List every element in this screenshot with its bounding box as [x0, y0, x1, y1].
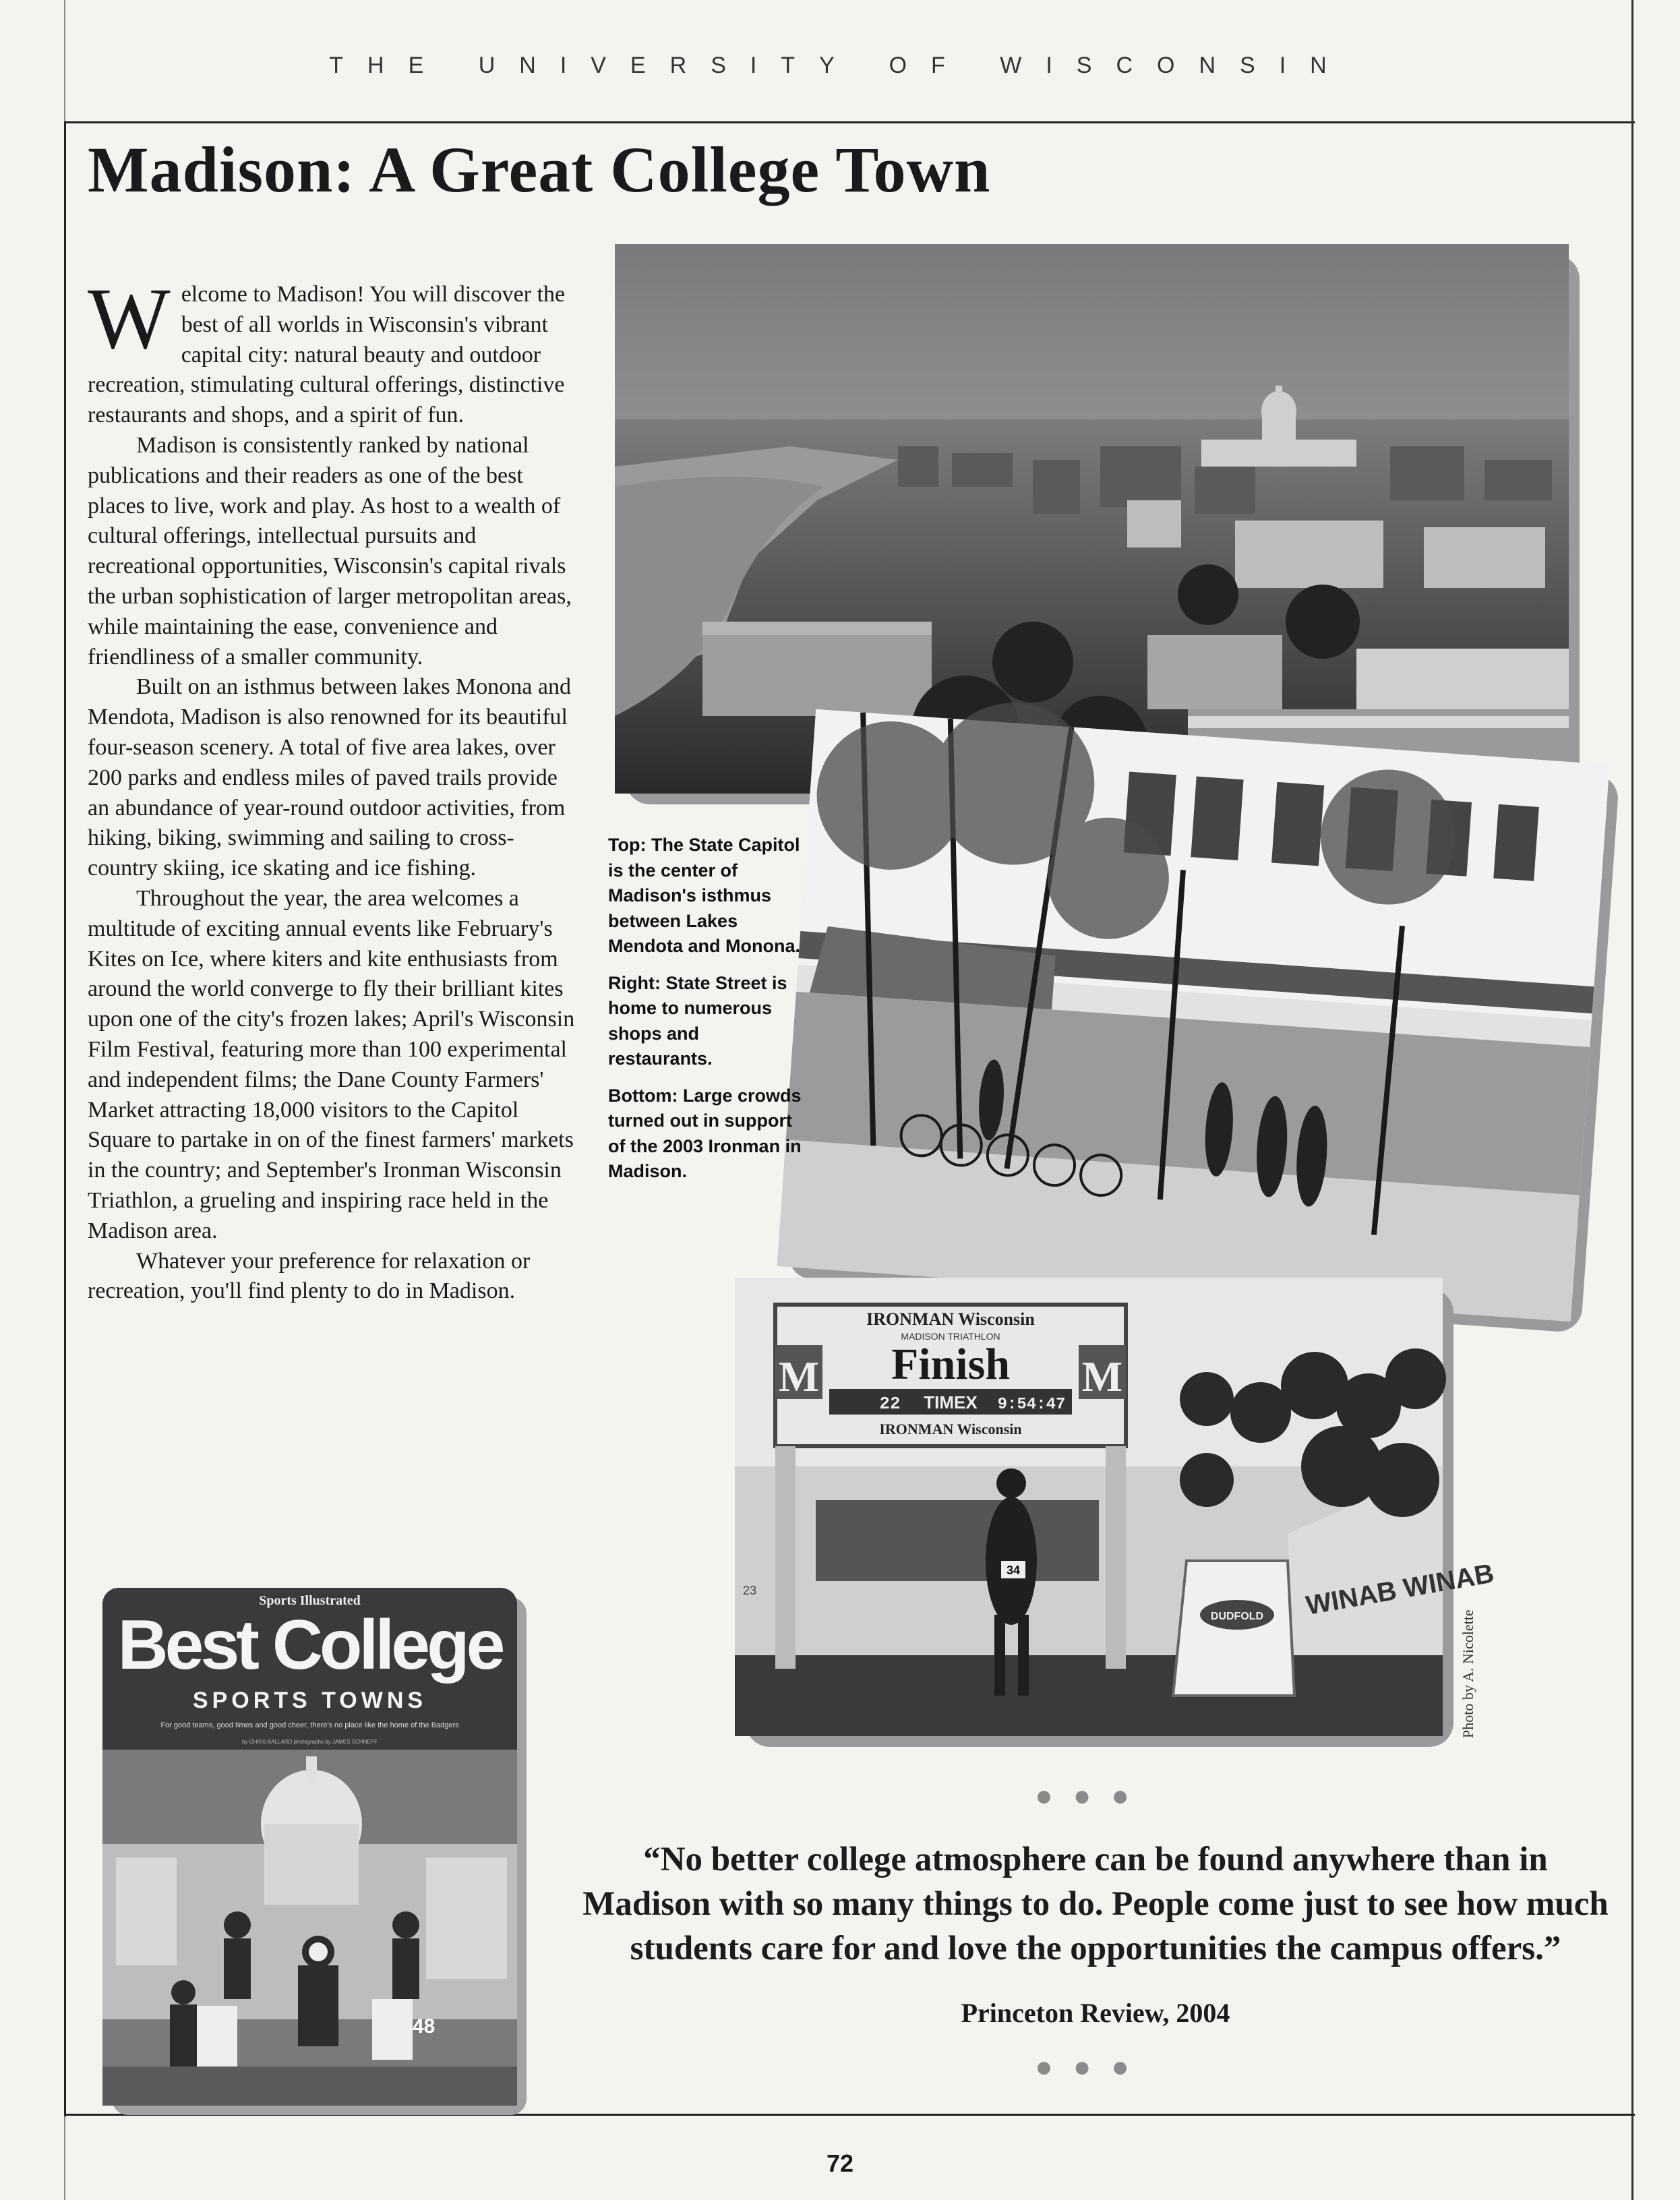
running-head: THE UNIVERSITY OF WISCONSIN [329, 53, 1351, 78]
left-margin-rule-bottom [64, 2116, 65, 2200]
paragraph-4: Throughout the year, the area welcomes a multitude of exciting annual events like February's Kites on Ice, where kiters and kite enthusiasts from around the world converge to fly their brilliant kites upon one of the city's frozen lakes; April's Wisconsin Film Festival, featuring more than 100 experimental and independent films; the Dane County Farmers' Market attracting 18,000 visitors to the Capitol Square to partake in on of the finest farmers' markets in the country; and September's Ironman Wisconsin Triathlon, a grueling and inspiring race held in the Madison area. [88, 885, 575, 1243]
right-frame-rule [1631, 0, 1633, 2200]
clock-brand: TIMEX [924, 1392, 978, 1413]
finish-arch-bottom: IRONMAN Wisconsin [879, 1421, 1022, 1437]
ironman-logo-left: M [778, 1352, 820, 1400]
quote-attribution: Princeton Review, 2004 [961, 1998, 1230, 2028]
page-number: 72 [826, 2149, 854, 2177]
capitol-aerial-image [615, 244, 1569, 794]
jersey-number: 48 [413, 2015, 436, 2038]
magazine-cover [102, 1588, 517, 2106]
clock-number: 22 [879, 1394, 901, 1414]
magazine-tagline: For good teams, good times and good cheer, there's no place like the home of the Badgers [160, 1721, 459, 1729]
post-sign: 23 [743, 1584, 757, 1597]
quote-ornament-top: ●●● [1035, 1779, 1149, 1812]
magazine-masthead: Sports Illustrated [259, 1593, 361, 1608]
left-frame-rule [64, 121, 66, 2117]
footer-rule [64, 2114, 1635, 2116]
header-rule [64, 121, 1635, 123]
page-title: Madison: A Great College Town [88, 133, 991, 206]
runner-bib: 34 [1006, 1564, 1021, 1577]
finish-word: Finish [891, 1340, 1011, 1389]
ironman-logo-right: M [1081, 1352, 1123, 1400]
state-street-photo [777, 709, 1610, 1321]
paragraph-5: Whatever your preference for relaxation or recreation, you'll find plenty to do in Madison. [88, 1248, 531, 1304]
paragraph-1: Welcome to Madison! You will discover the best of all worlds in Wisconsin's vibrant capital city: natural beauty and outdoor recreation, stimulating cultural offerings, distinctive restaurants and shops, and a spirit of fun. [88, 270, 566, 428]
finish-arch-subtitle: MADISON TRIATHLON [901, 1331, 1000, 1342]
capitol-aerial-photo [615, 244, 1569, 794]
caption-bottom: Bottom: Large crowds turned out in support of the 2003 Ironman in Madison. [608, 1085, 802, 1181]
caption-right: Right: State Street is home to numerous shops and restaurants. [608, 972, 787, 1069]
paragraph-2: Madison is consistently ranked by national publications and their readers as one of the best places to live, work and play. As host to a wealth of cultural offerings, intellectual pursuits and recreational opportunities, Wisconsin's capital rivals the urban sophistication of larger metropolitan areas, while maintaining the ease, convenience and friendliness of a smaller community. [88, 432, 572, 670]
paragraph-3: Built on an isthmus between lakes Monona and Mendota, Madison is also renowned for its beautiful four-season scenery. A total of five area lakes, over 200 parks and endless miles of paved trails provide an abundance of year-round outdoor activities, from hiking, biking, swimming and sailing to cross-country skiing, ice skating and ice fishing. [88, 674, 571, 881]
magazine-subheadline: SPORTS TOWNS [192, 1688, 427, 1713]
quote-ornament-bottom: ●●● [1035, 2050, 1149, 2083]
caption-top: Top: The State Capitol is the center of Madison's isthmus between Lakes Mendota and Monona. [608, 835, 800, 956]
article-body [88, 270, 583, 1307]
photo-credit: Photo by A. Nicolette [1460, 1609, 1476, 1738]
magazine-headline: Best College [117, 1606, 502, 1684]
magazine-byline: by CHRIS BALLARD photographs by JAMES SCHNEPF [242, 1739, 378, 1745]
dudfold-sign: DUDFOLD [1210, 1611, 1264, 1622]
drop-cap: W [88, 270, 171, 367]
sponsor-banner: WINAB WINAB [1303, 1558, 1497, 1621]
magazine-cover-photo [102, 1750, 517, 2106]
state-street-image [777, 709, 1610, 1321]
finish-arch-title: IRONMAN Wisconsin [866, 1309, 1035, 1329]
pull-quote: “No better college atmosphere can be found anywhere than in Madison with so many things to do. People come just to see how much students care for and love the opportunities the campus offers.” [582, 1841, 1609, 1967]
photo-captions [608, 833, 804, 1196]
clock-time: 9:54:47 [997, 1396, 1066, 1414]
